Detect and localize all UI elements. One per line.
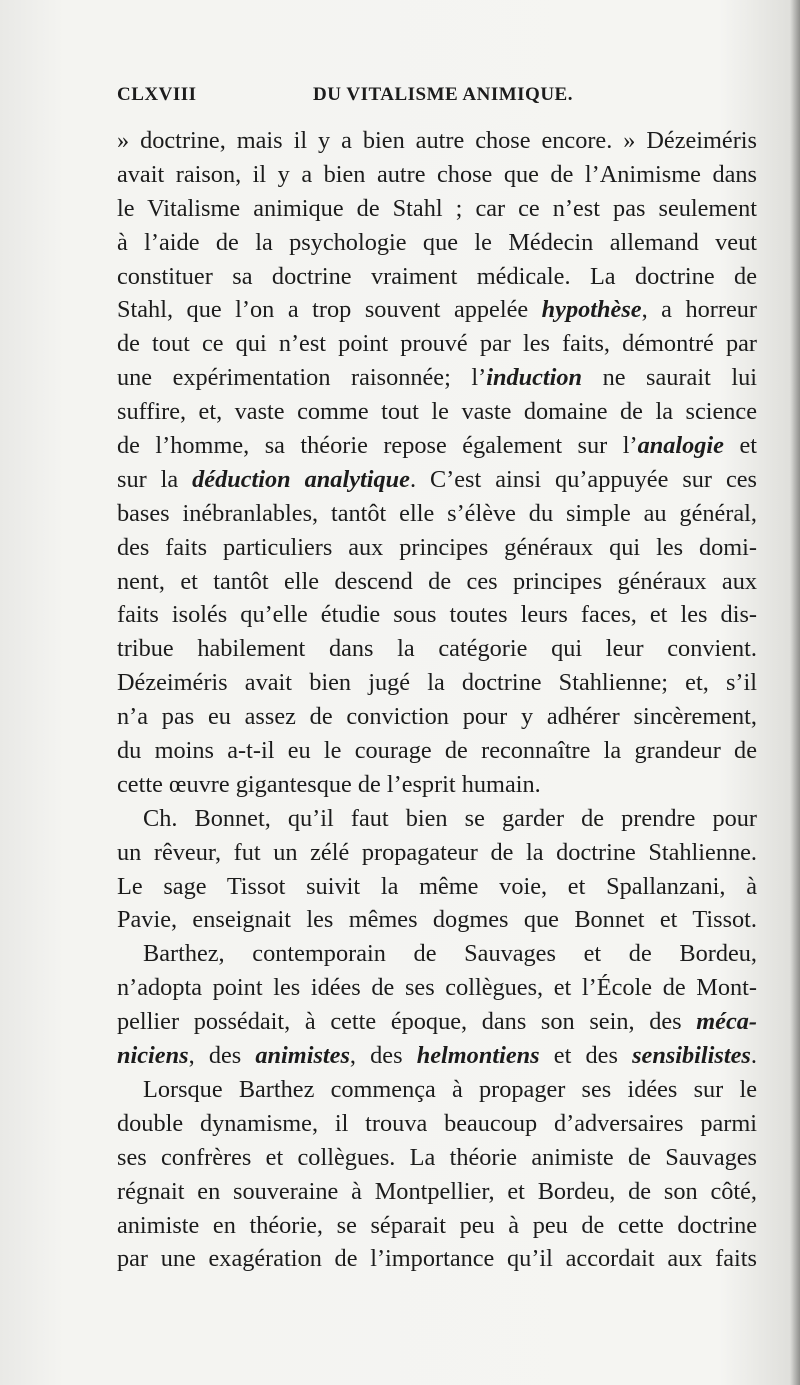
- page-number: CLXVIII: [117, 84, 197, 105]
- text-line: cette œuvre gigantesque de l’esprit humain.: [117, 770, 541, 798]
- text-line: [117, 1005, 757, 1039]
- text-line: n’a pas eu assez de conviction pour y adhérer sincèrement,: [117, 703, 757, 731]
- text-line: par une exagération de l’importance qu’il accordait aux faits: [117, 1245, 757, 1273]
- text-run: et des: [539, 1042, 633, 1070]
- running-title: DU VITALISME ANIMIQUE.: [313, 84, 573, 105]
- text-line: Le sage Tissot suivit la même voie, et Spallanzani, à: [117, 872, 757, 900]
- text-line: suffire, et, vaste comme tout le vaste domaine de la science: [117, 398, 757, 426]
- text-line: faits isolés qu’elle étudie sous toutes leurs faces, et les dis-: [117, 601, 757, 629]
- text-line: constituer sa doctrine vraiment médicale. La doctrine de: [117, 262, 757, 290]
- text-run: de l’homme, sa théorie repose également sur l’: [117, 432, 638, 460]
- text-run: une expérimentation raisonnée; l’: [117, 364, 487, 392]
- text-line: double dynamisme, il trouva beaucoup d’adversaires parmi: [117, 1109, 757, 1137]
- italic-term: helmontiens: [416, 1042, 540, 1070]
- text-line: [117, 429, 757, 463]
- text-line: du moins a-t-il eu le courage de reconnaître la grandeur de: [117, 737, 757, 765]
- text-line: Ch. Bonnet, qu’il faut bien se garder de prendre pour: [143, 804, 757, 832]
- text-line: » doctrine, mais il y a bien autre chose encore. » Dézeiméris: [117, 127, 757, 154]
- text-line: Pavie, enseignait les mêmes dogmes que Bonnet et Tissot.: [117, 906, 757, 934]
- text-line: [117, 1039, 757, 1073]
- text-run: Stahl, que l’on a trop souvent appelée: [117, 296, 542, 324]
- text-line: régnait en souveraine à Montpellier, et Bordeu, de son côté,: [117, 1177, 757, 1205]
- text-line: Dézeiméris avait bien jugé la doctrine Stahlienne; et, s’il: [117, 669, 757, 697]
- text-line: nent, et tantôt elle descend de ces principes généraux aux: [117, 567, 757, 595]
- text-line: [117, 293, 757, 327]
- text-line: [117, 463, 757, 497]
- text-run: et: [723, 432, 757, 460]
- italic-term: induction: [486, 364, 583, 392]
- text-run: .: [750, 1042, 757, 1070]
- text-run: , des: [188, 1042, 256, 1070]
- text-line: un rêveur, fut un zélé propagateur de la doctrine Stahlienne.: [117, 838, 757, 866]
- text-run: . C’est ainsi qu’appuyée sur ces: [409, 465, 757, 493]
- text-line: animiste en théorie, se séparait peu à peu de cette doctrine: [117, 1211, 757, 1239]
- text-line: bases inébranlables, tantôt elle s’élève du simple au général,: [117, 499, 757, 527]
- text-line: le Vitalisme animique de Stahl ; car ce n’est pas seulement: [117, 194, 757, 222]
- italic-term: sensibilistes: [632, 1042, 751, 1070]
- page-body: [117, 124, 757, 1276]
- italic-term: analogie: [637, 432, 724, 460]
- italic-term: animistes: [255, 1042, 350, 1070]
- text-run: pellier possédait, à cette époque, dans son sein, des: [117, 1008, 697, 1036]
- text-run: ne saurait lui: [582, 364, 757, 392]
- page-edge-shadow: [790, 0, 800, 1385]
- text-line: Lorsque Barthez commença à propager ses idées sur le: [143, 1075, 757, 1103]
- italic-term: niciens: [117, 1042, 189, 1070]
- text-run: , des: [349, 1042, 417, 1070]
- text-line: n’adopta point les idées de ses collègues, et l’École de Mont-: [117, 974, 757, 1002]
- text-line: à l’aide de la psychologie que le Médecin allemand veut: [117, 228, 757, 256]
- text-line: Barthez, contemporain de Sauvages et de Bordeu,: [143, 940, 757, 968]
- text-run: sur la: [117, 465, 193, 493]
- text-line: de tout ce qui n’est point prouvé par les faits, démontré par: [117, 330, 757, 358]
- text-line: ses confrères et collègues. La théorie animiste de Sauvages: [117, 1143, 757, 1171]
- italic-term: hypothèse: [541, 296, 642, 324]
- italic-term: déduction analytique: [192, 465, 410, 493]
- page-header: [117, 84, 757, 114]
- text-line: des faits particuliers aux principes généraux qui les domi-: [117, 533, 757, 561]
- text-run: , a horreur: [641, 296, 757, 324]
- text-line: tribue habilement dans la catégorie qui leur convient.: [117, 635, 757, 663]
- text-line: avait raison, il y a bien autre chose que de l’Animisme dans: [117, 160, 757, 188]
- text-line: [117, 361, 757, 395]
- italic-term: méca-: [696, 1008, 757, 1036]
